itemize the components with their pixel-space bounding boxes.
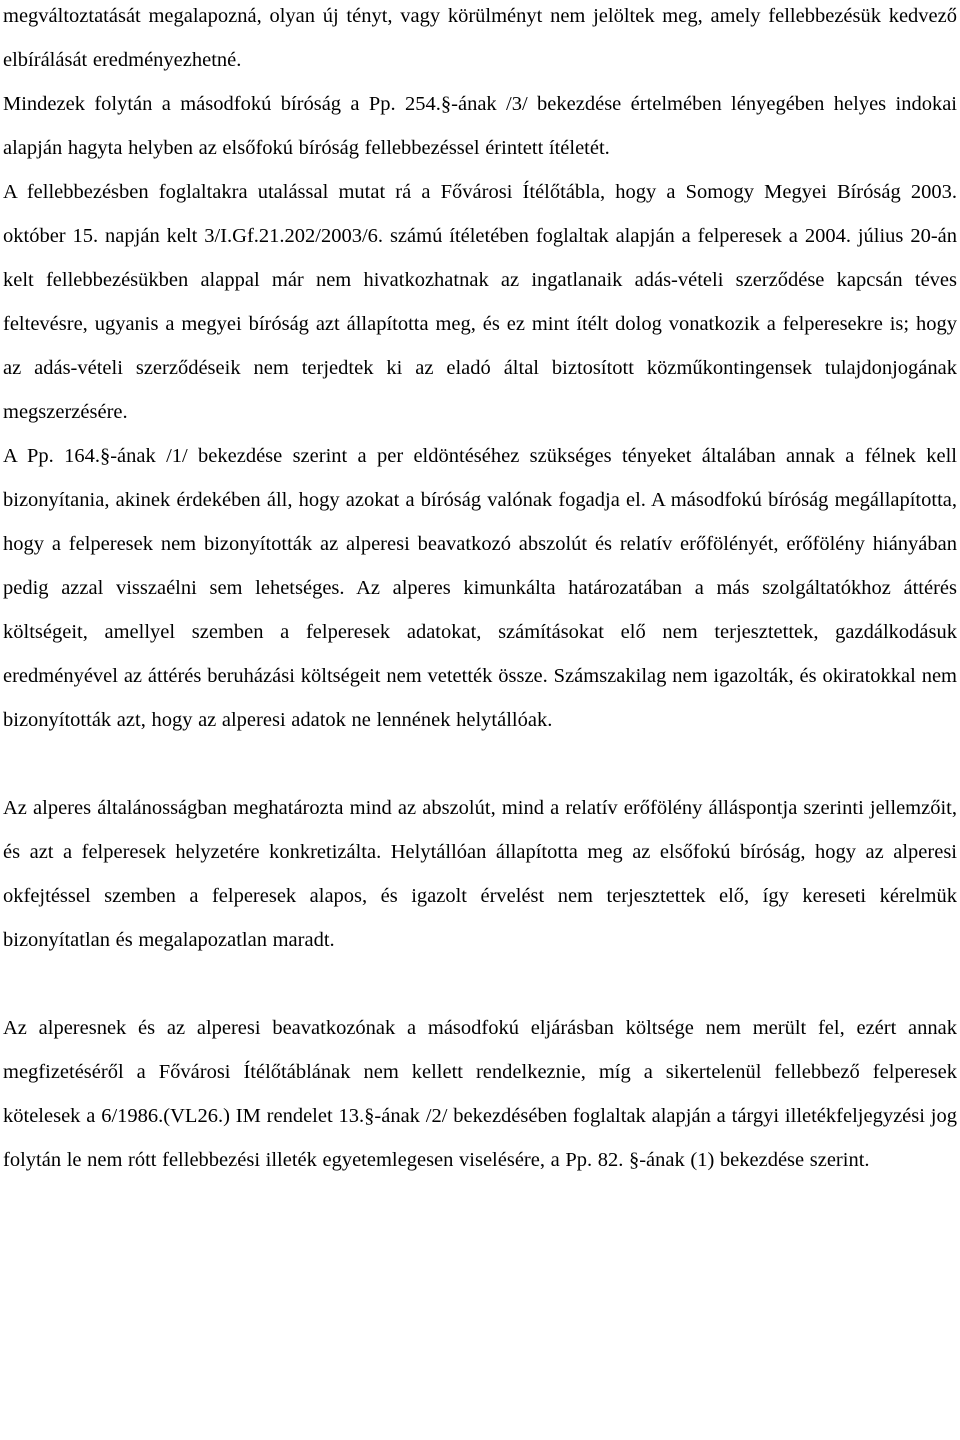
paragraph-second-instance-ruling: Mindezek folytán a másodfokú bíróság a Pp. 254.§-ának /3/ bekezdése értelmében lényegében helyes indokai alapján hagyta helyben az elsőfokú bíróság fellebbezéssel érintett ítéletét. [3,93,957,159]
paragraph-costs: Az alperesnek és az alperesi beavatkozónak a másodfokú eljárásban költsége nem merült fel, ezért annak megfizetéséről a Fővárosi Ítélőtáblának nem kellett rendelkeznie, míg a sikertelenül fellebbező felperesek kötelesek a 6/1986.(VL26.) IM rendelet 13.§-ának /2/ bekezdésében foglaltak alapján a tárgyi illetékfeljegyzési jog folytán le nem rótt fellebbezési illeték egyetemlegesen viselésére, a Pp. 82. §-ának (1) bekezdése szerint. [3,1017,957,1171]
paragraph-appeal-conclusion: megváltoztatását megalapozná, olyan új tényt, vagy körülményt nem jelöltek meg, amely fellebbezésük kedvező elbírálását eredményezhetné. [3,5,957,71]
paragraph-gap [3,742,957,786]
paragraph-gap [3,962,957,1006]
paragraph-appeal-reference: A fellebbezésben foglaltakra utalással mutat rá a Fővárosi Ítélőtábla, hogy a Somogy Megyei Bíróság 2003. október 15. napján kelt 3/I.Gf.21.202/2003/6. számú ítéletében foglaltak alapján a felperesek a 2004. július 20-án kelt fellebbezésükben alappal már nem hivatkozhatnak az ingatlanaik adás-vételi szerződése kapcsán téves feltevésre, ugyanis a megyei bíróság azt állapította meg, és ez mint ítélt dolog vonatkozik a felperesekre is; hogy az adás-vételi szerződéseik nem terjedtek ki az eladó által biztosított közműkontingensek tulajdonjogának megszerzésére. [3,181,957,423]
paragraph-dominance-analysis: Az alperes általánosságban meghatározta mind az abszolút, mind a relatív erőfölény álláspontja szerinti jellemzőit, és azt a felperesek helyzetére konkretizálta. Helytállóan állapította meg az elsőfokú bíróság, hogy az alperesi okfejtéssel szemben a felperesek alapos, és igazolt érvelést nem terjesztettek elő, így kereseti kérelmük bizonyítatlan és megalapozatlan maradt. [3,797,957,951]
paragraph-burden-of-proof: A Pp. 164.§-ának /1/ bekezdése szerint a per eldöntéséhez szükséges tényeket általában annak a félnek kell bizonyítania, akinek érdekében áll, hogy azokat a bíróság valónak fogadja el. A másodfokú bíróság megállapította, hogy a felperesek nem bizonyították az alperesi beavatkozó abszolút és relatív erőfölényét, erőfölény hiányában pedig azzal visszaélni sem lehetséges. Az alperes kimunkálta határozatában a más szolgáltatókhoz áttérés költségeit, amellyel szemben a felperesek adatokat, számításokat elő nem terjesztettek, gazdálkodásuk eredményével az áttérés beruházási költségeit nem vetették össze. Számszakilag nem igazolták, és okiratokkal nem bizonyították azt, hogy az alperesi adatok ne lennének helytállóak. [3,445,957,731]
